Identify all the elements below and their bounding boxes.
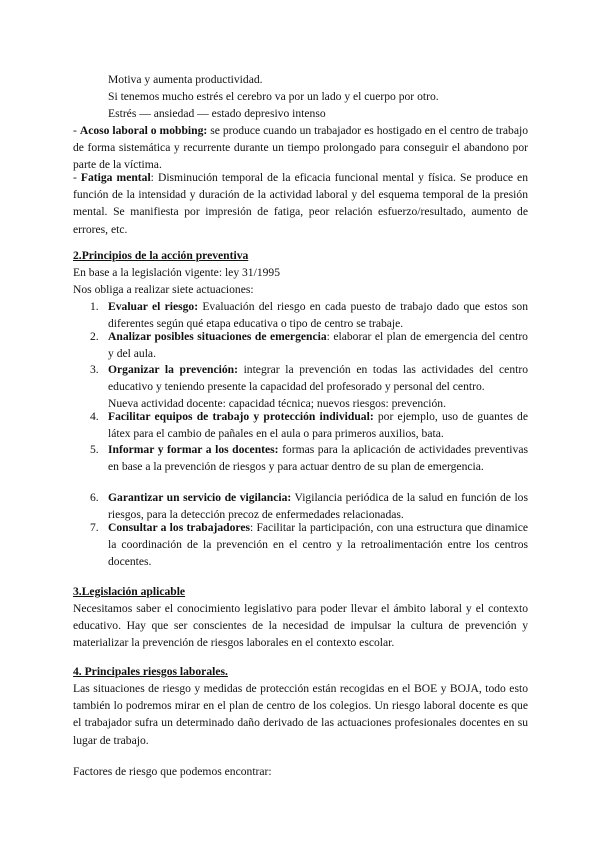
list-item-term: Organizar la prevención: — [108, 363, 238, 376]
section4-factors: Factores de riesgo que podemos encontrar: — [73, 765, 272, 778]
intro-line-2: Si tenemos mucho estrés el cerebro va por un lado y el cuerpo por otro. — [108, 90, 439, 103]
section2-lead-2: Nos obliga a realizar siete actuaciones: — [73, 283, 254, 296]
section4-heading: 4. Principales riesgos laborales. — [73, 665, 228, 678]
acoso-text: se produce cuando un trabajador es hostigado en el centro de trabajo de forma sistemática y recurrente durante un tiempo prolongado para conseguir el abandono por parte de la víctima. — [73, 124, 528, 172]
list-item-term: Consultar a los trabajadores — [108, 521, 250, 534]
list-item-number: 1. — [90, 300, 99, 313]
list-item-number: 4. — [90, 410, 99, 423]
fatiga-term: Fatiga mental — [80, 171, 151, 184]
list-item-text: Evaluación del riesgo en cada puesto de trabajo dado que estos son diferentes según qué etapa educativa o tipo de centro se trabaje. — [108, 300, 528, 331]
list-item-text: formas para la aplicación de actividades preventivas en base a la prevención de riesgos y para actuar dentro de su plan de emergencia. — [108, 443, 528, 474]
list-item — [108, 441, 528, 475]
section2-heading: 2.Principios de la acción preventiva — [73, 249, 249, 262]
fatiga-paragraph — [73, 169, 528, 238]
list-item-term: Evaluar el riesgo: — [108, 300, 199, 313]
list-item-term: Garantizar un servicio de vigilancia: — [108, 491, 292, 504]
acoso-term: Acoso laboral o mobbing: — [79, 124, 208, 137]
intro-line-3: Estrés — ansiedad — estado depresivo intenso — [108, 107, 326, 120]
list-item — [108, 408, 528, 442]
list-item-number: 5. — [90, 443, 99, 456]
list-item — [108, 328, 528, 362]
section4-paragraph: Las situaciones de riesgo y medidas de protección están recogidas en el BOE y BOJA, todo esto también lo podremos mirar en el plan de centro de los colegios. Un riesgo laboral docente es que el trabajador sufra un determinado daño derivado de las actuaciones profesionales docentes en su lugar de trabajo. — [73, 682, 528, 747]
list-item-term: Facilitar equipos de trabajo y protección individual: — [108, 410, 374, 423]
list-item-term: Analizar posibles situaciones de emergencia — [108, 330, 327, 343]
list-item-number: 7. — [90, 521, 99, 534]
list-item-term: Informar y formar a los docentes: — [108, 443, 279, 456]
list-item — [108, 519, 528, 571]
section3-heading: 3.Legislación aplicable — [73, 585, 186, 598]
list-item-text: por ejemplo, uso de guantes de látex para el cambio de pañales en el aula o para primeros auxilios, bata. — [108, 410, 528, 441]
section2-lead-1: En base a la legislación vigente: ley 31/1995 — [73, 266, 281, 279]
list-item — [108, 361, 528, 413]
list-item-text: : elaborar el plan de emergencia del centro y del aula. — [108, 330, 528, 361]
list-item-extra: Nueva actividad docente: capacidad técnica; nuevos riesgos: prevención. — [108, 397, 447, 411]
list-item-number: 3. — [90, 363, 99, 376]
acoso-paragraph — [73, 122, 528, 174]
intro-line-1: Motiva y aumenta productividad. — [108, 73, 263, 86]
fatiga-prefix: - — [73, 171, 81, 184]
list-item-number: 2. — [90, 330, 99, 343]
fatiga-text: : Disminución temporal de la eficacia funcional mental y física. Se produce en función de la intensidad y duración de la actividad laboral y del esquema temporal de la presión mental. Se manifiesta por impresión de fatiga, peor relación esfuerzo/resultado, aumento de errores, etc. — [73, 171, 528, 236]
list-item-text: : Facilitar la participación, con una estructura que dinamice la coordinación de la prevención en el centro y la retroalimentación entre los centros docentes. — [108, 521, 528, 569]
section3-paragraph: Necesitamos saber el conocimiento legislativo para poder llevar el ámbito laboral y el contexto educativo. Hay que ser conscientes de la necesidad de impulsar la cultura de prevención y materializar la prevención de riesgos laborales en el contexto escolar. — [73, 602, 528, 650]
acoso-prefix: - — [73, 124, 80, 137]
list-item-text: Vigilancia periódica de la salud en función de los riesgos, para la detección precoz de enfermedades relacionadas. — [108, 491, 528, 522]
list-item-number: 6. — [90, 491, 99, 504]
list-item-text: integrar la prevención en todas las actividades del centro educativo y teniendo presente la capacidad del profesorado y personal del centro. — [108, 363, 528, 394]
